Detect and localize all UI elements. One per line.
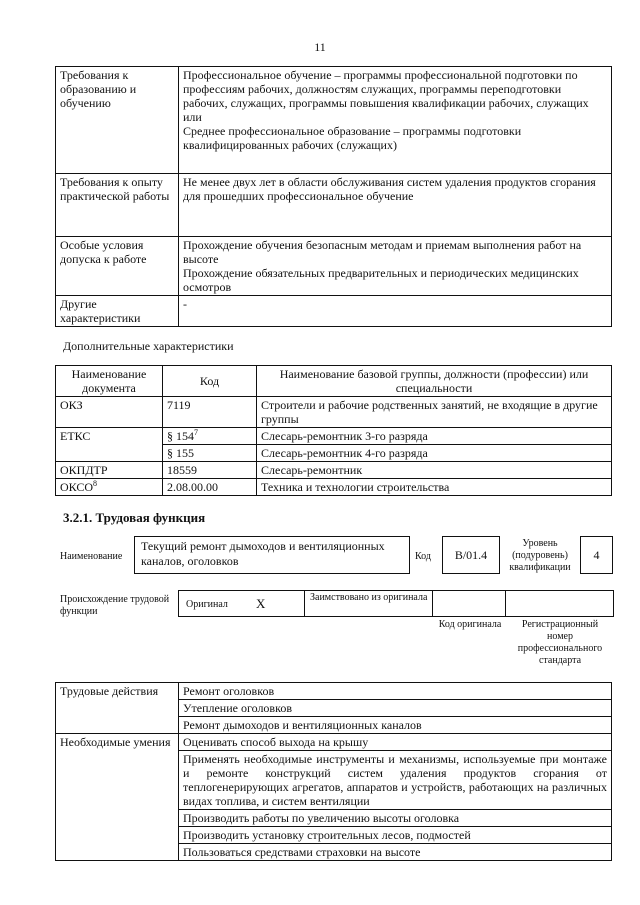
name-cell: Слесарь-ремонтник 4-го разряда (257, 445, 612, 462)
requirement-value (179, 237, 612, 296)
doc-text: ОКСО (60, 480, 94, 494)
table-row (56, 428, 612, 445)
divider (304, 590, 305, 617)
code-cell (163, 428, 257, 445)
name-cell: Слесарь-ремонтник 3-го разряда (257, 428, 612, 445)
borrowed-label: Заимствовано из оригинала (310, 592, 428, 603)
code-label: Код (415, 551, 431, 562)
footnote-mark: 8 (93, 479, 98, 488)
origin-label: Происхождение трудовой функции (60, 594, 170, 617)
name-label: Наименование (60, 551, 123, 562)
requirement-label: Требования к образованию и обучению (56, 67, 179, 174)
text-line: Не менее двух лет в области обслуживания систем удаления продуктов сгорания для прошедших профессиональное обучение (183, 175, 596, 203)
doc-cell (56, 479, 163, 496)
name-cell: Техника и технологии строительства (257, 479, 612, 496)
table-header-row (56, 366, 612, 397)
doc-cell: ОКЗ (56, 397, 163, 428)
level-value-box: 4 (580, 536, 613, 574)
list-item: Утепление оголовков (179, 700, 612, 717)
divider (505, 590, 506, 617)
requirement-label: Особые условия допуска к работе (56, 237, 179, 296)
list-item: Оценивать способ выхода на крышу (179, 734, 612, 751)
requirement-value (179, 296, 612, 327)
list-item: Ремонт оголовков (179, 683, 612, 700)
table-row (56, 462, 612, 479)
original-label: Оригинал (186, 599, 228, 610)
section-heading: 3.2.1. Трудовая функция (63, 510, 206, 525)
table-row (56, 296, 612, 327)
table-row (56, 397, 612, 428)
page-number: 11 (314, 40, 326, 54)
list-item: Производить установку строительных лесов, подмостей (179, 827, 612, 844)
text-line: Прохождение обучения безопасным методам и приемам выполнения работ на высоте (183, 238, 582, 266)
code-cell: 2.08.00.00 (163, 479, 257, 496)
list-item: Пользоваться средствами страховки на высоте (179, 844, 612, 861)
table-row (56, 237, 612, 296)
function-code-box: B/01.4 (442, 536, 500, 574)
text-line: или (183, 110, 202, 124)
list-item: Ремонт дымоходов и вентиляционных каналов (179, 717, 612, 734)
code-cell: 7119 (163, 397, 257, 428)
table-row (56, 683, 612, 700)
text-line: Профессиональное обучение – программы профессиональной подготовки по профессиям рабочих, должностям служащих, программы переподготовки рабочих, служащих, программы повышения квалификации рабочих, служащих (183, 68, 589, 110)
column-header: Наименование базовой группы, должности (профессии) или специальности (257, 366, 612, 397)
doc-cell: ЕТКС (56, 428, 163, 462)
doc-cell: ОКПДТР (56, 462, 163, 479)
original-mark: X (256, 596, 266, 611)
table-row (56, 734, 612, 751)
table-row (56, 67, 612, 174)
requirement-label: Другие характеристики (56, 296, 179, 327)
footnote-mark: 7 (194, 428, 198, 437)
name-cell: Строители и рабочие родственных занятий, не входящие в другие группы (257, 397, 612, 428)
requirement-value (179, 67, 612, 174)
divider (432, 590, 433, 617)
requirement-label: Требования к опыту практической работы (56, 174, 179, 237)
code-text: § 154 (167, 429, 194, 443)
requirement-value (179, 174, 612, 237)
table-row (56, 479, 612, 496)
code-cell: 18559 (163, 462, 257, 479)
function-name-box: Текущий ремонт дымоходов и вентиляционных каналов, оголовков (134, 536, 410, 574)
list-item: Производить работы по увеличению высоты оголовка (179, 810, 612, 827)
labor-actions-label: Трудовые действия (56, 683, 179, 734)
code-original-label: Код оригинала (438, 619, 502, 630)
reg-number-label: Регистрационный номер профессионального стандарта (517, 619, 603, 666)
skills-label: Необходимые умения (56, 734, 179, 861)
text-line: - (183, 297, 187, 311)
additional-table (55, 365, 612, 496)
code-cell: § 155 (163, 445, 257, 462)
column-header: Наименование документа (56, 366, 163, 397)
text-line: Среднее профессиональное образование – программы подготовки квалифицированных рабочих (служащих) (183, 124, 522, 152)
level-label: Уровень (подуровень) квалификации (509, 538, 571, 573)
text-line: Прохождение обязательных предварительных и периодических медицинских осмотров (183, 266, 579, 294)
table-row (56, 174, 612, 237)
list-item: Применять необходимые инструменты и механизмы, используемые при монтаже и ремонте конструкций систем удаления продуктов сгорания от теплогенерирующих агрегатов, аппаратов и устройств, работающих на различных видах топлива, и систем вентиляции (179, 751, 612, 810)
column-header: Код (163, 366, 257, 397)
requirements-table (55, 66, 612, 327)
name-cell: Слесарь-ремонтник (257, 462, 612, 479)
additional-characteristics-title: Дополнительные характеристики (63, 339, 234, 353)
function-details-table (55, 682, 612, 861)
